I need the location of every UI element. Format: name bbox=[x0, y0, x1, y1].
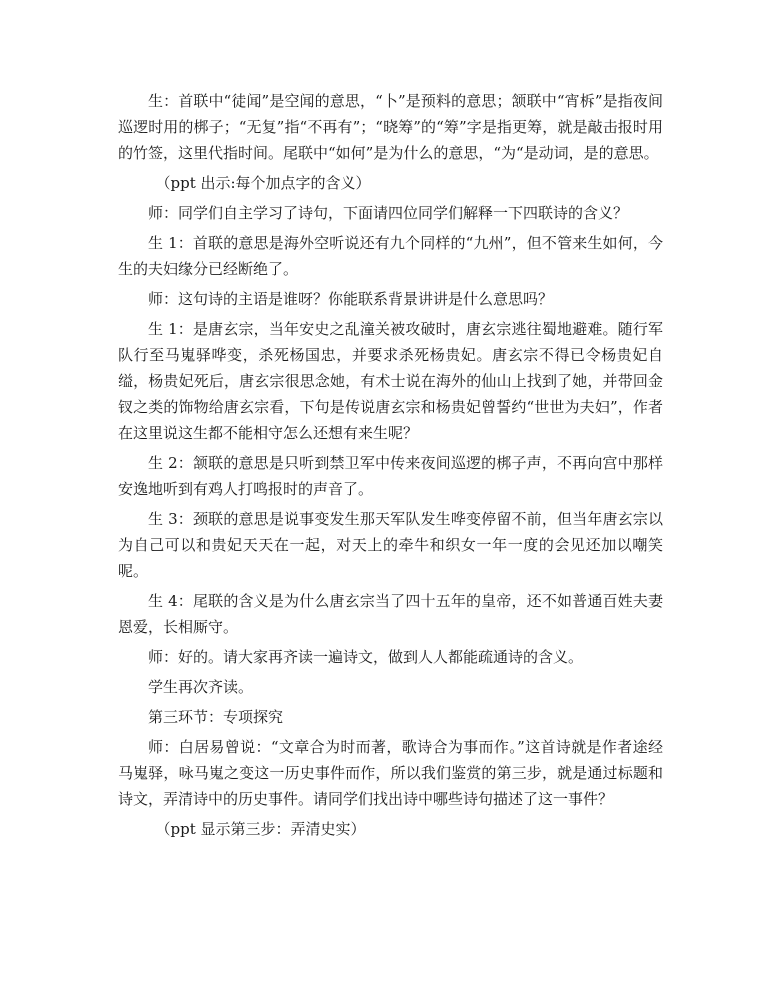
paragraph-ppt-note-2: （ppt 显示第三步：弄清史实） bbox=[155, 820, 366, 838]
paragraph-teacher-reading: 师：好的。请大家再齐读一遍诗文，做到人人都能疏通诗的含义。 bbox=[148, 648, 584, 666]
paragraph-ppt-note-1: （ppt 出示:每个加点字的含义） bbox=[155, 174, 371, 192]
section-heading-third: 第三环节：专项探究 bbox=[148, 708, 284, 726]
paragraph-student-word-meanings: 生：首联中“徒闻”是空闻的意思，“卜”是预料的意思；颔联中“宵柝”是指夜间巡逻时用的梆子；“无复”指“不再有”；“晓筹”的“筹”字是指更筹，就是敲击报时用的竹签，这里代指时间。尾联中“如何”是为什么的意思，“为“是动词，是的意思。 bbox=[118, 92, 663, 162]
paragraph-teacher-question-2: 师：这句诗的主语是谁呀？你能联系背景讲讲是什么意思吗？ bbox=[148, 290, 554, 308]
paragraph-teacher-bai-juyi: 师：白居易曾说：“文章合为时而著，歌诗合为事而作。”这首诗就是作者途经马嵬驿，咏马嵬之变这一历史事件而作，所以我们鉴赏的第三步，就是通过标题和诗文，弄清诗中的历史事件。请同学们找出诗中哪些诗句描述了这一事件？ bbox=[118, 738, 663, 808]
paragraph-student-1-background: 生 1：是唐玄宗，当年安史之乱潼关被攻破时，唐玄宗逃往蜀地避难。随行军队行至马嵬驿哗变，杀死杨国忠，并要求杀死杨贵妃。唐玄宗不得已令杨贵妃自缢，杨贵妃死后，唐玄宗很思念她，有术士说在海外的仙山上找到了她，并带回金钗之类的饰物给唐玄宗看，下句是传说唐玄宗和杨贵妃曾誓约“世世为夫妇”，作者在这里说这生都不能相守怎么还想有来生呢？ bbox=[118, 320, 663, 442]
paragraph-student-3-answer: 生 3：颈联的意思是说事变发生那天军队发生哗变停留不前，但当年唐玄宗以为自己可以和贵妃天天在一起，对天上的牵牛和织女一年一度的会见还加以嘲笑呢。 bbox=[118, 510, 663, 580]
paragraph-student-2-answer: 生 2：颔联的意思是只听到禁卫军中传来夜间巡逻的梆子声，不再向宫中那样安逸地听到有鸡人打鸣报时的声音了。 bbox=[118, 454, 663, 498]
document-body bbox=[118, 88, 663, 842]
paragraph-teacher-question-1: 师：同学们自主学习了诗句，下面请四位同学们解释一下四联诗的含义？ bbox=[148, 204, 629, 222]
paragraph-student-1-answer: 生 1：首联的意思是海外空听说还有九个同样的“九州”，但不管来生如何，今生的夫妇缘分已经断绝了。 bbox=[118, 234, 663, 278]
paragraph-class-reading: 学生再次齐读。 bbox=[148, 678, 254, 696]
paragraph-student-4-answer: 生 4：尾联的含义是为什么唐玄宗当了四十五年的皇帝，还不如普通百姓夫妻恩爱，长相厮守。 bbox=[118, 592, 663, 636]
